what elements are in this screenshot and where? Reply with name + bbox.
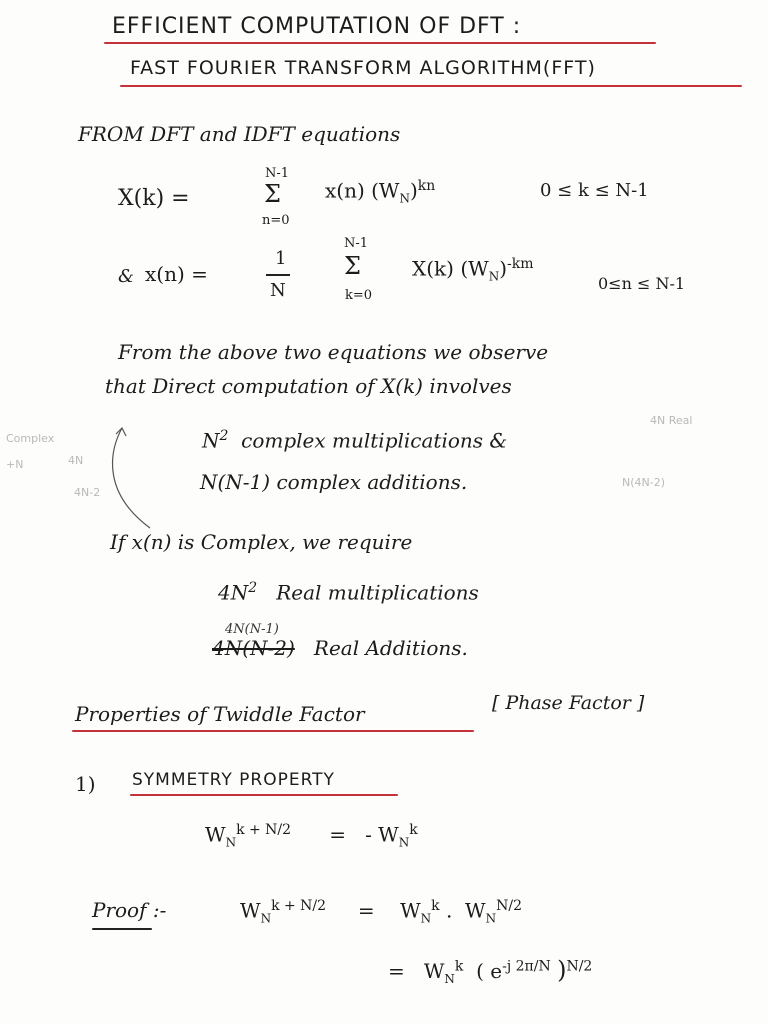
side-bracket-curve xyxy=(100,424,160,534)
intro-text: FROM DFT and IDFT equations xyxy=(78,122,401,146)
properties-underline xyxy=(72,730,474,732)
dft-range: 0 ≤ k ≤ N-1 xyxy=(540,180,649,201)
subtitle-underline xyxy=(120,85,742,87)
complex-case-line: If x(n) is Complex, we require xyxy=(110,530,413,554)
side-note-n-4n-2: N(4N-2) xyxy=(622,476,666,489)
title-underline xyxy=(104,42,656,44)
side-note-complex: Complex xyxy=(6,432,55,445)
side-note-4n-2: 4N-2 xyxy=(74,486,101,499)
dft-lhs: X(k) = xyxy=(118,186,190,211)
proof-line1: $W_N^{k + N/2}$ = $W_N^k$ . $W_N^{N/2}$ xyxy=(240,898,522,926)
idft-sigma: Σ xyxy=(344,252,361,280)
proof-label: Proof :- xyxy=(92,898,167,922)
dft-sum-top: N-1 xyxy=(265,166,290,181)
dft-sigma: Σ xyxy=(264,180,281,208)
idft-sum-bottom: k=0 xyxy=(345,288,373,303)
observe-line2: that Direct computation of X(k) involves xyxy=(105,374,512,398)
proof-line2: = $W_N^k$ ( $e^{-j 2\pi/N}$ )$^{N/2}$ xyxy=(388,956,593,986)
idft-frac-line xyxy=(266,274,290,276)
complex-add-line: N(N-1) complex additions. xyxy=(200,470,468,494)
complex-mult-line: $N^2$ complex multiplications & xyxy=(202,428,508,453)
idft-frac-den: N xyxy=(270,280,286,301)
property-number: 1) xyxy=(75,772,96,796)
real-add-line: 4N(N-2) Real Additions. xyxy=(212,636,468,660)
dft-body: x(n) $(W_N)^{kn}$ xyxy=(325,178,436,206)
idft-body: X(k) $(W_N)^{-km}$ xyxy=(412,256,534,284)
symmetry-underline xyxy=(130,794,398,796)
idft-sum-top: N-1 xyxy=(344,236,369,251)
page-title: EFFICIENT COMPUTATION OF DFT : xyxy=(112,14,522,39)
real-mult-line: $4N^2$ Real multiplications xyxy=(218,580,479,605)
and-symbol: & xyxy=(118,266,135,287)
side-note-plus-n: +N xyxy=(6,458,24,471)
symmetry-title: SYMMETRY PROPERTY xyxy=(132,770,335,790)
idft-frac-num: 1 xyxy=(275,248,287,269)
properties-heading: Properties of Twiddle Factor xyxy=(75,702,365,726)
side-note-4n: 4N xyxy=(68,454,84,467)
symmetry-equation: $W_N^{k + N/2}$ = - $W_N^k$ xyxy=(205,822,418,850)
idft-range: 0≤n ≤ N-1 xyxy=(598,274,686,293)
proof-underline xyxy=(92,928,152,930)
observe-line1: From the above two equations we observe xyxy=(118,340,549,364)
idft-lhs: x(n) = xyxy=(145,262,208,286)
real-add-correction: 4N(N-1) xyxy=(225,622,279,637)
dft-sum-bottom: n=0 xyxy=(262,213,290,228)
page-subtitle: FAST FOURIER TRANSFORM ALGORITHM(FFT) xyxy=(130,57,596,79)
phase-factor-bracket: [ Phase Factor ] xyxy=(492,692,645,714)
side-note-4n-real: 4N Real xyxy=(650,414,693,427)
